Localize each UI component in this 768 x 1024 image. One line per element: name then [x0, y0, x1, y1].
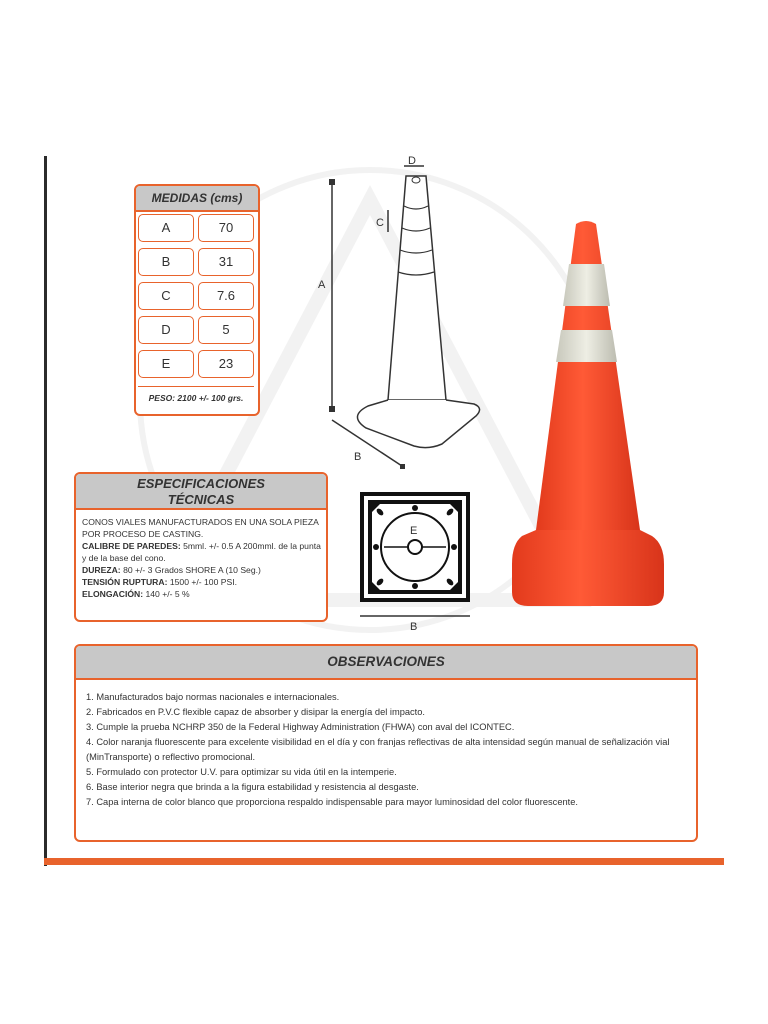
spec-elongacion-value: 140 +/- 5 % [145, 589, 190, 599]
dim-label-c: C [376, 217, 384, 229]
measure-value: 23 [198, 350, 254, 378]
spec-tension-value: 1500 +/- 100 PSI. [169, 577, 237, 587]
dim-label-d: D [408, 155, 416, 167]
spec-tension-label: TENSIÓN RUPTURA: [82, 577, 168, 587]
cone-dimension-diagram [318, 154, 488, 474]
observaciones-list [86, 690, 690, 810]
especificaciones-body [82, 516, 322, 600]
spec-dureza-value: 80 +/- 3 Grados SHORE A (10 Seg.) [123, 565, 261, 575]
list-item: 7. Capa interna de color blanco que proporciona respaldo indispensable para mayor luminosidad del color fluorescente. [86, 797, 579, 807]
measure-value: 7.6 [198, 282, 254, 310]
observaciones-title: OBSERVACIONES [76, 646, 696, 680]
table-row [136, 316, 258, 344]
spec-tension [82, 576, 322, 588]
spec-intro: CONOS VIALES MANUFACTURADOS EN UNA SOLA PIEZA POR PROCESO DE CASTING. [82, 517, 319, 539]
bottom-border-line [44, 858, 724, 865]
table-row [136, 350, 258, 378]
spec-calibre [82, 540, 322, 564]
list-item: 3. Cumple la prueba NCHRP 350 de la Federal Highway Administration (FHWA) con aval del ICONTEC. [86, 722, 515, 732]
table-row [136, 214, 258, 242]
spec-elongacion-label: ELONGACIÓN: [82, 589, 144, 599]
list-item: 2. Fabricados en P.V.C flexible capaz de absorber y disipar la energía del impacto. [86, 707, 426, 717]
left-border-line [44, 156, 47, 866]
peso-note: PESO: 2100 +/- 100 grs. [138, 386, 254, 409]
especificaciones-title-line1: ESPECIFICACIONES [137, 476, 265, 491]
especificaciones-title [76, 474, 326, 510]
measure-key: E [138, 350, 194, 378]
especificaciones-panel [74, 472, 328, 622]
dim-label-b-base: B [410, 621, 418, 633]
list-item: 6. Base interior negra que brinda a la figura estabilidad y resistencia al desgaste. [86, 782, 419, 792]
medidas-table [134, 184, 260, 416]
measure-key: C [138, 282, 194, 310]
spec-calibre-label: CALIBRE DE PAREDES: [82, 541, 181, 551]
observaciones-panel [74, 644, 698, 842]
spec-dureza [82, 564, 322, 576]
medidas-title: MEDIDAS (cms) [136, 186, 258, 212]
list-item: 4. Color naranja fluorescente para excelente visibilidad en el día y con franjas reflectivas de alta intensidad según manual de señalización vial (MinTransporte) o reflectivo promocional. [86, 737, 670, 762]
measure-key: B [138, 248, 194, 276]
table-row [136, 282, 258, 310]
measure-key: D [138, 316, 194, 344]
base-top-view-diagram [356, 488, 476, 634]
spec-dureza-label: DUREZA: [82, 565, 121, 575]
list-item: 1. Manufacturados bajo normas nacionales e internacionales. [86, 692, 340, 702]
measure-value: 31 [198, 248, 254, 276]
spec-elongacion [82, 588, 322, 600]
table-row [136, 248, 258, 276]
dim-label-e: E [410, 525, 418, 537]
spec-calibre-value: 5mml. +/- 0.5 A 200mml. de la punta y de la base del cono. [82, 541, 321, 563]
traffic-cone-image [508, 218, 668, 610]
measure-value: 70 [198, 214, 254, 242]
dim-label-a: A [318, 279, 326, 291]
measure-value: 5 [198, 316, 254, 344]
especificaciones-title-line2: TÉCNICAS [167, 492, 235, 507]
measure-key: A [138, 214, 194, 242]
list-item: 5. Formulado con protector U.V. para optimizar su vida útil en la intemperie. [86, 767, 397, 777]
dim-label-b: B [354, 451, 362, 463]
